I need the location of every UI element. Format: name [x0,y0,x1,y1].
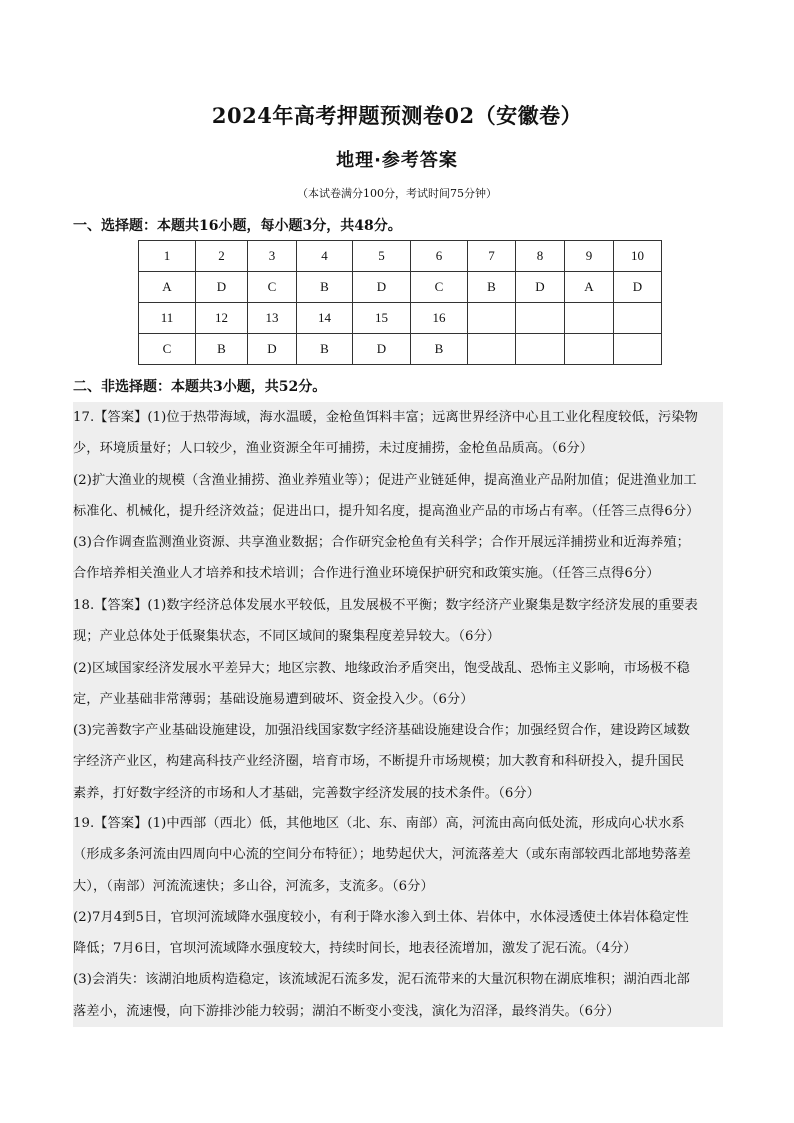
answer-line: 19.【答案】(1)中西部（西北）低，其他地区（北、东、南部）高，河流由高向低处流，形成向心状水系 [73,816,685,831]
table-cell: 15 [353,303,411,334]
answer-18 [73,590,723,809]
table-cell: B [297,334,353,365]
table-cell: 2 [196,241,248,272]
table-row [139,303,662,334]
answer-line: 标准化、机械化，提升经济效益；促进出口，提升知名度，提高渔业产品的市场占有率。（任答三点得6分） [73,503,700,519]
table-cell: C [139,334,196,365]
table-cell: B [468,272,516,303]
table-cell [516,303,565,334]
table-cell [614,334,662,365]
answer-line: 落差小，流速慢，向下游排沙能力较弱；湖泊不断变小变浅，演化为沼泽，最终消失。（6分） [73,1003,620,1019]
table-cell: 5 [353,241,411,272]
section-heading-choice: 一、选择题：本题共16小题，每小题3分，共48分。 [73,218,402,234]
answer-line: (2)7月4到5日，官坝河流域降水强度较小，有利于降水渗入到土体、岩体中，水体浸透使土体岩体稳定性 [73,909,689,925]
table-row [139,334,662,365]
page-subtitle: 地理·参考答案 [336,150,458,171]
answer-17 [73,402,723,590]
table-cell: B [411,334,468,365]
table-row [139,272,662,303]
table-cell: 11 [139,303,196,334]
table-cell: C [248,272,297,303]
answer-line: 定，产业基础非常薄弱；基础设施易遭到破坏、资金投入少。（6分） [73,691,474,707]
table-cell: 9 [565,241,614,272]
answer-line: 现；产业总体处于低聚集状态，不同区域间的聚集程度差异较大。（6分） [73,629,501,645]
table-cell: 1 [139,241,196,272]
answer-line: (3)会消失：该湖泊地质构造稳定，该流域泥石流多发，泥石流带来的大量沉积物在湖底堆积；湖泊西北部 [73,972,690,988]
table-cell: 3 [248,241,297,272]
table-cell: 13 [248,303,297,334]
table-cell [565,334,614,365]
table-cell: A [565,272,614,303]
answer-line: 合作培养相关渔业人才培养和技术培训；合作进行渔业环境保护研究和政策实施。（任答三点得6分） [73,566,660,582]
table-row [139,241,662,272]
table-cell: 12 [196,303,248,334]
table-cell: 10 [614,241,662,272]
table-cell: 16 [411,303,468,334]
answer-line: 字经济产业区，构建高科技产业经济圈，培育市场，不断提升市场规模；加大教育和科研投入，提升国民 [73,754,685,770]
table-cell: 8 [516,241,565,272]
answer-line: 18.【答案】(1)数字经济总体发展水平较低，且发展极不平衡；数字经济产业聚集是数字经济发展的重要表 [73,598,698,613]
table-cell: D [248,334,297,365]
table-cell: D [353,272,411,303]
table-cell: C [411,272,468,303]
table-cell: 4 [297,241,353,272]
table-cell: D [516,272,565,303]
table-cell: A [139,272,196,303]
answer-line: 少，环境质量好；人口较少，渔业资源全年可捕捞，未过度捕捞，金枪鱼品质高。（6分） [73,441,594,457]
table-cell: D [196,272,248,303]
page-title: 2024年高考押题预测卷02（安徽卷） [211,103,583,128]
exam-note: （本试卷满分100分，考试时间75分钟） [297,187,497,200]
answer-line: 素养，打好数字经济的市场和人才基础，完善数字经济发展的技术条件。（6分） [73,785,540,801]
table-cell [614,303,662,334]
table-cell: 14 [297,303,353,334]
answer-line: (2)扩大渔业的规模（含渔业捕捞、渔业养殖业等）；促进产业链延伸，提高渔业产品附加值；促进渔业加工 [73,472,697,488]
section-heading-nonchoice: 二、非选择题：本题共3小题，共52分。 [73,379,327,395]
answer-line: (2)区域国家经济发展水平差异大；地区宗教、地缘政治矛盾突出，饱受战乱、恐怖主义影响，市场极不稳 [73,660,690,676]
table-cell [516,334,565,365]
table-cell: B [297,272,353,303]
table-cell: 6 [411,241,468,272]
table-cell: B [196,334,248,365]
answer-19 [73,808,723,1027]
table-cell [468,303,516,334]
answer-line: (3)完善数字产业基础设施建设，加强沿线国家数字经济基础设施建设合作；加强经贸合作，建设跨区域数 [73,723,690,739]
answer-line: （形成多条河流由四周向中心流的空间分布特征）；地势起伏大，河流落差大（或东南部较西北部地势落差 [73,847,691,863]
table-cell [565,303,614,334]
table-cell: 7 [468,241,516,272]
table-cell: D [353,334,411,365]
table-cell [468,334,516,365]
answer-line: (3)合作调查监测渔业资源、共享渔业数据；合作研究金枪鱼有关科学；合作开展远洋捕捞业和近海养殖； [73,535,690,551]
answer-line: 大），（南部）河流流速快；多山谷，河流多，支流多。（6分） [73,878,434,894]
answer-line: 降低；7月6日，官坝河流域降水强度较大，持续时间长，地表径流增加，激发了泥石流。（4分） [73,941,637,957]
answer-line: 17.【答案】(1)位于热带海域，海水温暖，金枪鱼饵料丰富；远离世界经济中心且工业化程度较低，污染物 [73,410,698,425]
answer-table [138,240,662,365]
table-cell: D [614,272,662,303]
